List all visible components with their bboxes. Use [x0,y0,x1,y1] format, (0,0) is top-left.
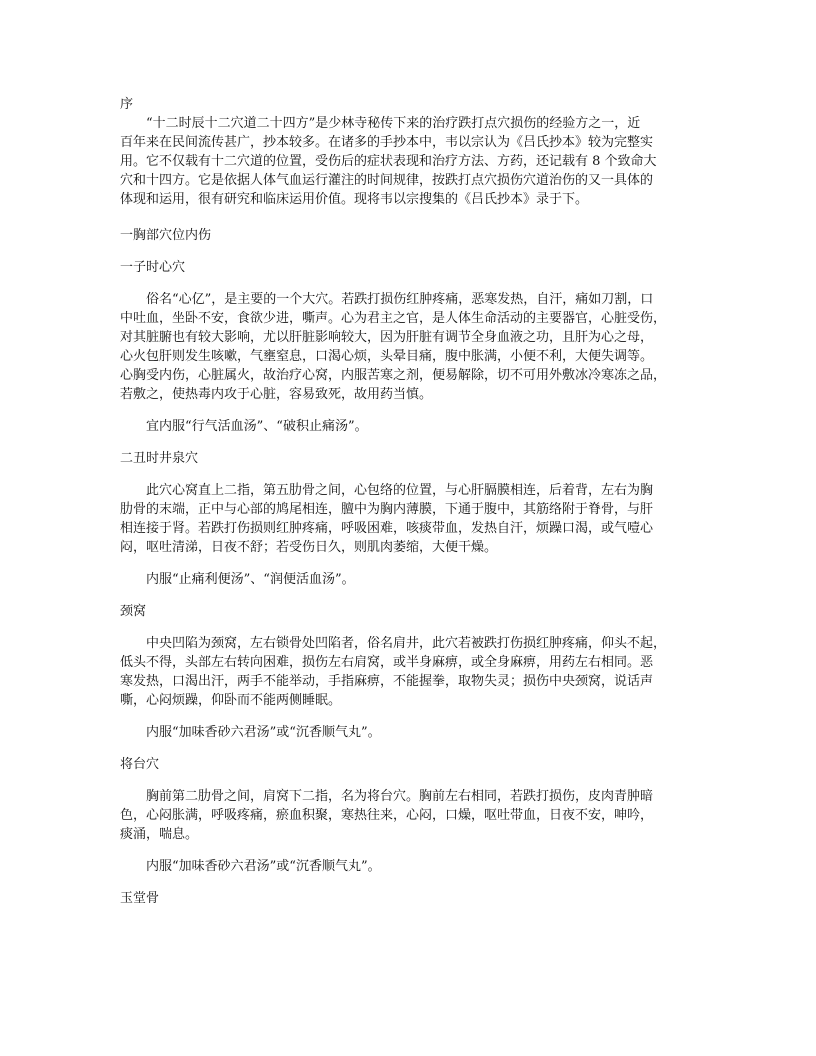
section-heading: 将台穴 [120,757,160,772]
preface-line: 体现和运用，很有研究和临床运用价值。现将韦以宗搜集的《吕氏抄本》录于下。 [120,192,589,207]
paragraph-line: 若敷之，使热毒内攻于心脏，容易致死，故用药当慎。 [120,387,433,402]
paragraph-line: 低头不得，头部左右转向困难，损伤左右肩窝，或半身麻痹，或全身麻痹，用药左右相同。恶 [120,655,654,670]
preface-line: “十二时辰十二穴道二十四方”是少林寺秘传下来的治疗跌打点穴损伤的经验方之一，近 [146,116,641,131]
paragraph-line: 肋骨的末端，正中与心部的鸠尾相连，膻中为胸内薄膜，下通于腹中，其筋络附于脊骨，与肝 [120,502,654,517]
paragraph-line: 痰涌，喘息。 [120,827,199,842]
paragraph-line: 嘶，心闷烦躁，仰卧而不能两侧睡眠。 [120,693,342,708]
paragraph-line: 心火包肝则发生咳嗽，气壅窒息，口渴心烦，头晕目痛，腹中胀满，小便不利，大便失调等。 [120,349,654,364]
section-heading: 玉堂骨 [120,891,160,906]
paragraph-line: 胸前第二肋骨之间，肩窝下二指，名为将台穴。胸前左右相同，若跌打损伤，皮肉青肿暗 [146,789,654,804]
preface-heading: 序 [120,97,134,112]
section-heading: 一子时心穴 [120,260,186,275]
preface-line: 百年来在民间流传甚广，抄本较多。在诸多的手抄本中，韦以宗认为《吕氏抄本》较为完整实 [120,135,654,150]
document-body [120,95,696,908]
preface-line: 用。它不仅载有十二穴道的位置，受伤后的症状表现和治疗方法、方药，还记载有 8 个致命大 [120,154,657,169]
paragraph-line: 俗名“心亿”，是主要的一个大穴。若跌打损伤红肿疼痛，恶寒发热，自汗，痛如刀割，口 [146,292,654,307]
paragraph-line: 中吐血，坐卧不安，食欲少进，嘶声。心为君主之官，是人体生命活动的主要器官，心脏受伤， [120,311,667,326]
section-paragraph [120,787,696,844]
section-paragraph [120,290,696,404]
section-heading: 颈窝 [120,604,147,619]
prescription: 内服“加味香砂六君汤”或“沉香顺气丸”。 [146,725,381,740]
paragraph-line: 寒发热，口渴出汗，两手不能举动，手指麻痹，不能握拳，取物失灵；损伤中央颈窝，说话声 [120,674,654,689]
prescription: 内服“止痛利便汤”、“润便活血汤”。 [146,572,355,587]
section-paragraph [120,634,696,710]
paragraph-line: 色，心闷胀满，呼吸疼痛，瘀血积聚，寒热往来，心闷，口燥，呕吐带血，日夜不安，呻吟， [120,808,654,823]
section-paragraph [120,481,696,557]
paragraph-line: 闷，呕吐清涕，日夜不舒；若受伤日久，则肌肉萎缩，大便干燥。 [120,540,498,555]
chapter-title: 一胸部穴位内伤 [120,228,212,243]
section-heading: 二丑时井泉穴 [120,451,199,466]
paragraph-line: 相连接于肾。若跌打伤损则红肿疼痛，呼吸困难，咳痰带血，发热自汗，烦躁口渴，或气噎心 [120,521,654,536]
paragraph-line: 中央凹陷为颈窝，左右锁骨处凹陷者，俗名肩井，此穴若被跌打伤损红肿疼痛，仰头不起， [146,636,667,651]
preface-paragraph [120,114,696,209]
paragraph-line: 心胸受内伤，心脏属火，故治疗心窝，内服苦寒之剂，便易解除，切不可用外敷冰冷寒冻之品， [120,368,667,383]
paragraph-line: 对其脏腑也有较大影响，尤以肝脏影响较大，因为肝脏有调节全身血液之功，且肝为心之母， [120,330,654,345]
paragraph-line: 此穴心窝直上二指，第五肋骨之间，心包络的位置，与心肝膈膜相连，后着背，左右为胸 [146,483,654,498]
prescription: 宜内服“行气活血汤”、“破积止痛汤”。 [146,419,368,434]
preface-line: 穴和十四方。它是依据人体气血运行灌注的时间规律，按跌打点穴损伤穴道治伤的又一具体的 [120,173,654,188]
prescription: 内服“加味香砂六君汤”或“沉香顺气丸”。 [146,859,381,874]
